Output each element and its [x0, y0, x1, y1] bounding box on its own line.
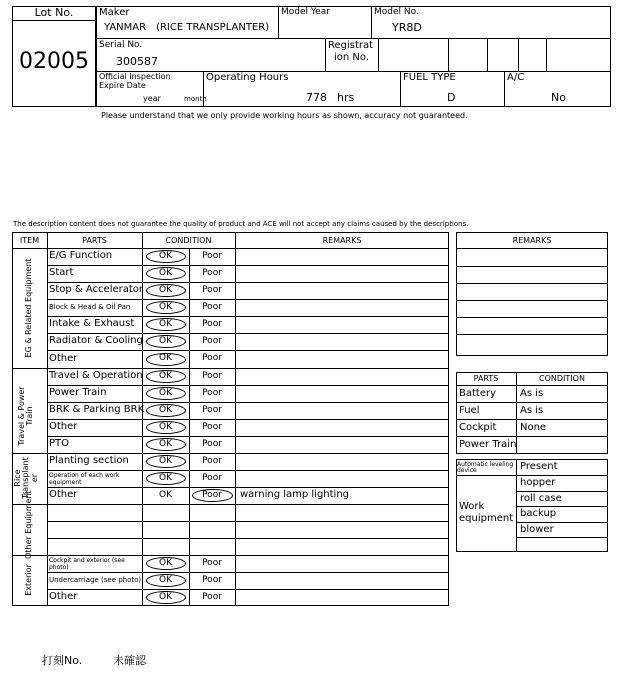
condition-poor: Poor — [202, 387, 222, 398]
maker-label: Maker — [99, 7, 130, 18]
work-equipment-item: blower — [520, 524, 554, 535]
group-exterior: Exterior — [24, 564, 33, 596]
condition-poor: Poor — [202, 455, 222, 466]
condition-ok: OK — [159, 301, 172, 312]
group-other-equipment: Other Equipment — [24, 490, 33, 559]
condition-ok: OK — [159, 353, 172, 363]
side-condition-header: CONDITION — [539, 374, 585, 383]
condition-selected-circle — [146, 574, 186, 587]
condition-selected-circle — [146, 353, 186, 366]
year-label: year — [143, 94, 161, 103]
model-year-label: Model Year — [281, 7, 330, 17]
side-part-cockpit: Cockpit — [459, 422, 497, 433]
condition-poor: Poor — [202, 574, 222, 585]
condition-ok: OK — [159, 438, 172, 449]
condition-selected-circle — [146, 267, 186, 280]
registration-label-1: Registrat — [328, 40, 374, 51]
hours-label: Operating Hours — [206, 72, 289, 83]
inspection-label-2: Expire Date — [99, 81, 146, 90]
condition-ok: OK — [159, 489, 172, 500]
condition-selected-circle — [146, 318, 186, 331]
condition-poor: Poor — [202, 557, 222, 568]
header-item: ITEM — [19, 236, 40, 245]
stamp-value: 未確認 — [113, 654, 146, 667]
condition-poor: Poor — [202, 370, 222, 381]
side-value-cockpit: None — [520, 422, 547, 433]
condition-poor: Poor — [202, 284, 222, 295]
fuel-label: FUEL TYPE — [403, 72, 456, 83]
model-no-label: Model No. — [374, 7, 419, 17]
hours-notice: Please understand that we only provide working hours as shown, accuracy not guaranteed. — [101, 111, 468, 120]
condition-selected-circle — [146, 591, 186, 604]
work-equipment-label-2: equipment — [459, 513, 514, 524]
condition-poor: Poor — [202, 301, 222, 312]
part-label: Block & Head & Oil Pan — [49, 302, 131, 311]
side-remarks-header: REMARKS — [512, 236, 552, 245]
condition-selected-circle — [146, 557, 186, 570]
part-label: Other — [49, 421, 78, 432]
condition-ok: OK — [159, 387, 172, 398]
serial-value: 300587 — [116, 55, 158, 68]
condition-poor: Poor — [202, 250, 222, 261]
work-equipment-item: backup — [520, 508, 557, 519]
model-no-value: YR8D — [392, 21, 422, 34]
condition-poor: Poor — [202, 421, 222, 432]
auto-leveling-label-1: Automatic leveling — [457, 461, 514, 468]
part-label: Intake & Exhaust — [49, 318, 135, 329]
condition-poor: Poor — [202, 404, 222, 415]
condition-selected-circle — [192, 489, 233, 502]
condition-ok: OK — [159, 370, 172, 381]
condition-selected-circle — [146, 387, 186, 400]
part-label: Stop & Accelerator — [49, 284, 144, 295]
side-value-battery: As is — [520, 388, 544, 399]
part-label: Start — [49, 267, 74, 278]
work-equipment-item: roll case — [520, 493, 562, 504]
condition-ok: OK — [159, 335, 172, 346]
stamp-label: 打刻No. — [42, 654, 83, 667]
part-label: Other — [49, 591, 78, 602]
part-label: Undercarriage (see photo) — [49, 575, 142, 584]
part-label: Travel & Operation — [49, 370, 143, 381]
part-label: Other — [49, 352, 78, 364]
side-parts-header: PARTS — [473, 374, 499, 383]
header-remarks: REMARKS — [322, 236, 362, 245]
hours-value: 778 — [306, 91, 327, 104]
condition-ok: OK — [159, 250, 172, 261]
condition-selected-circle — [146, 404, 186, 417]
lot-label: Lot No. — [34, 6, 74, 19]
condition-poor: Poor — [202, 353, 222, 363]
condition-poor: Poor — [202, 591, 222, 602]
work-equipment-label-1: Work — [459, 501, 485, 512]
side-part-battery: Battery — [459, 388, 497, 399]
remark-text: warning lamp lighting — [240, 489, 350, 500]
condition-selected-circle — [146, 370, 186, 383]
condition-ok: OK — [159, 267, 172, 278]
part-label: Radiator & Cooling — [49, 335, 143, 346]
condition-ok: OK — [159, 421, 172, 432]
condition-ok: OK — [159, 318, 172, 329]
auto-leveling-label-2: device — [457, 467, 477, 474]
condition-poor: Poor — [202, 267, 222, 278]
inspection-label-1: Official Inspection — [99, 72, 171, 81]
part-label: equipment — [49, 479, 82, 486]
condition-selected-circle — [146, 335, 186, 348]
side-part-fuel: Fuel — [459, 405, 480, 416]
part-label: Other — [49, 489, 78, 500]
part-label: Operation of each work — [49, 472, 120, 479]
ac-label: A/C — [507, 72, 525, 83]
part-label: Planting section — [49, 455, 129, 466]
condition-selected-circle — [146, 472, 186, 485]
description-notice: The description content does not guarantee the quality of product and ACE will not accept any claims caused by the descriptions. — [13, 220, 469, 228]
condition-selected-circle — [146, 284, 186, 297]
group-travel-power: Travel & Power Train — [17, 386, 35, 446]
condition-poor: Poor — [202, 335, 222, 346]
condition-selected-circle — [146, 438, 186, 451]
condition-selected-circle — [146, 421, 186, 434]
condition-ok: OK — [159, 404, 172, 415]
fuel-value: D — [447, 91, 456, 104]
part-label: E/G Function — [49, 250, 113, 261]
condition-selected-circle — [146, 250, 186, 263]
serial-label: Serial No. — [99, 40, 143, 50]
maker-value: YANMAR (RICE TRANSPLANTER) — [104, 22, 270, 33]
header-parts: PARTS — [82, 236, 107, 245]
condition-selected-circle — [146, 301, 186, 314]
condition-ok: OK — [159, 574, 172, 585]
work-equipment-item: hopper — [520, 477, 556, 488]
registration-label-2: ion No. — [334, 52, 370, 63]
month-label: month — [184, 95, 207, 103]
condition-ok: OK — [159, 455, 172, 466]
ac-value: No — [551, 91, 566, 104]
condition-poor: Poor — [202, 438, 222, 449]
condition-ok: OK — [159, 557, 172, 568]
condition-selected-circle — [146, 455, 186, 468]
side-part-power-train: Power Train — [459, 439, 517, 450]
condition-ok: OK — [159, 591, 172, 602]
group-eg-related: EG & Related Equipment — [24, 258, 33, 358]
part-label: BRK & Parking BRK — [49, 404, 145, 415]
condition-poor: Poor — [202, 318, 222, 329]
part-label: Power Train — [49, 387, 107, 398]
part-label: Cockpit and exterior (see — [49, 557, 125, 564]
hours-unit: hrs — [337, 91, 355, 104]
part-label: PTO — [49, 438, 70, 449]
group-rice-transplanter: Rice Transplant er — [13, 457, 39, 499]
header-condition: CONDITION — [165, 236, 212, 245]
condition-poor: Poor — [202, 489, 222, 500]
lot-number: 02005 — [19, 49, 89, 74]
condition-ok: OK — [159, 284, 172, 295]
part-label: photo) — [49, 564, 69, 571]
auto-leveling-value: Present — [520, 461, 558, 472]
side-value-fuel: As is — [520, 405, 544, 416]
condition-poor: Poor — [202, 472, 222, 483]
condition-ok: OK — [159, 472, 172, 483]
